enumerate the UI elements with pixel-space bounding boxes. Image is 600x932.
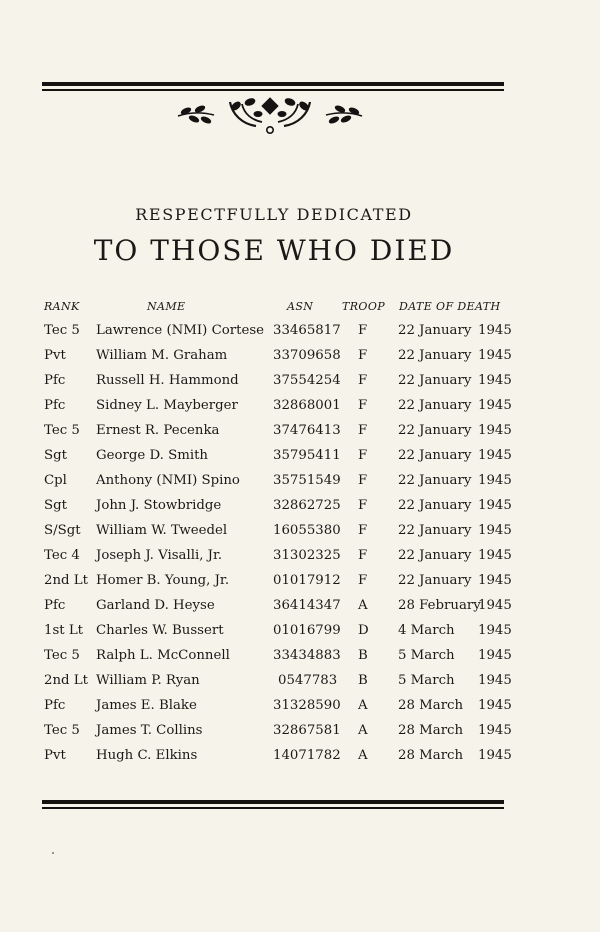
rank-cell: Pvt [44, 748, 66, 763]
asn-cell: 14071782 [273, 748, 341, 763]
troop-cell: A [358, 748, 368, 763]
year-cell: 1945 [478, 448, 512, 463]
name-cell: James T. Collins [96, 723, 203, 738]
name-cell: Ralph L. McConnell [96, 648, 230, 663]
asn-cell: 32867581 [273, 723, 341, 738]
rank-cell: Tec 5 [44, 423, 80, 438]
year-cell: 1945 [478, 623, 512, 638]
header-asn: ASN [287, 300, 314, 313]
rank-cell: 1st Lt [44, 623, 84, 638]
name-cell: Charles W. Bussert [96, 623, 224, 638]
rank-cell: 2nd Lt [44, 573, 88, 588]
rank-cell: Pfc [44, 598, 66, 613]
year-cell: 1945 [478, 573, 512, 588]
rank-cell: Tec 5 [44, 723, 80, 738]
troop-cell: F [358, 423, 368, 438]
table-row [0, 745, 600, 770]
year-cell: 1945 [478, 598, 512, 613]
date-cell: 22 January [398, 448, 472, 463]
name-cell: Garland D. Heyse [96, 598, 215, 613]
troop-cell: F [358, 498, 368, 513]
date-cell: 28 March [398, 698, 464, 713]
asn-cell: 33709658 [273, 348, 341, 363]
date-cell: 22 January [398, 573, 472, 588]
table-row [0, 345, 600, 370]
troop-cell: F [358, 323, 368, 338]
table-row [0, 570, 600, 595]
table-row [0, 545, 600, 570]
laurel-ornament-icon [170, 94, 370, 136]
asn-cell: 01017912 [273, 573, 341, 588]
bottom-double-rule [42, 800, 504, 809]
page-title: TO THOSE WHO DIED [93, 234, 455, 267]
date-cell: 28 March [398, 748, 464, 763]
date-cell: 28 February [398, 598, 481, 613]
rank-cell: Sgt [44, 498, 67, 513]
table-row [0, 470, 600, 495]
date-cell: 22 January [398, 323, 472, 338]
date-cell: 22 January [398, 398, 472, 413]
troop-cell: F [358, 573, 368, 588]
asn-cell: 37476413 [273, 423, 341, 438]
name-cell: Hugh C. Elkins [96, 748, 198, 763]
name-cell: Joseph J. Visalli, Jr. [96, 548, 223, 563]
asn-cell: 35795411 [273, 448, 341, 463]
year-cell: 1945 [478, 673, 512, 688]
rank-cell: Pfc [44, 398, 66, 413]
table-row [0, 445, 600, 470]
troop-cell: F [358, 473, 368, 488]
asn-cell: 32862725 [273, 498, 341, 513]
date-cell: 22 January [398, 373, 472, 388]
troop-cell: B [358, 648, 368, 663]
year-cell: 1945 [478, 498, 512, 513]
table-row [0, 395, 600, 420]
rank-cell: S/Sgt [44, 523, 81, 538]
troop-cell: F [358, 548, 368, 563]
name-cell: George D. Smith [96, 448, 208, 463]
header-name: NAME [147, 300, 186, 313]
date-cell: 4 March [398, 623, 455, 638]
year-cell: 1945 [478, 348, 512, 363]
header-rank: RANK [44, 300, 80, 313]
table-row [0, 670, 600, 695]
year-cell: 1945 [478, 473, 512, 488]
date-cell: 28 March [398, 723, 464, 738]
asn-cell: 33465817 [273, 323, 341, 338]
name-cell: Anthony (NMI) Spino [96, 473, 240, 488]
rank-cell: Tec 4 [44, 548, 80, 563]
asn-cell: 01016799 [273, 623, 341, 638]
asn-cell: 0547783 [278, 673, 338, 688]
rank-cell: Tec 5 [44, 323, 80, 338]
troop-cell: A [358, 723, 368, 738]
table-row [0, 420, 600, 445]
troop-cell: F [358, 523, 368, 538]
name-cell: James E. Blake [96, 698, 197, 713]
asn-cell: 35751549 [273, 473, 341, 488]
date-cell: 22 January [398, 498, 472, 513]
table-row [0, 370, 600, 395]
header-troop: TROOP [342, 300, 386, 313]
table-row [0, 520, 600, 545]
year-cell: 1945 [478, 323, 512, 338]
year-cell: 1945 [478, 723, 512, 738]
year-cell: 1945 [478, 523, 512, 538]
name-cell: Sidney L. Mayberger [96, 398, 238, 413]
date-cell: 5 March [398, 648, 455, 663]
troop-cell: D [358, 623, 369, 638]
date-cell: 22 January [398, 523, 472, 538]
name-cell: Lawrence (NMI) Cortese [96, 323, 265, 338]
troop-cell: A [358, 698, 368, 713]
year-cell: 1945 [478, 548, 512, 563]
name-cell: William M. Graham [96, 348, 228, 363]
name-cell: John J. Stowbridge [96, 498, 222, 513]
year-cell: 1945 [478, 698, 512, 713]
troop-cell: F [358, 373, 368, 388]
troop-cell: F [358, 348, 368, 363]
year-cell: 1945 [478, 423, 512, 438]
table-row [0, 595, 600, 620]
year-cell: 1945 [478, 748, 512, 763]
asn-cell: 33434883 [273, 648, 341, 663]
asn-cell: 36414347 [273, 598, 341, 613]
name-cell: Russell H. Hammond [96, 373, 239, 388]
date-cell: 22 January [398, 473, 472, 488]
name-cell: William P. Ryan [96, 673, 200, 688]
troop-cell: F [358, 398, 368, 413]
rank-cell: Pvt [44, 348, 66, 363]
asn-cell: 32868001 [273, 398, 341, 413]
rank-cell: 2nd Lt [44, 673, 88, 688]
name-cell: Ernest R. Pecenka [96, 423, 220, 438]
asn-cell: 31302325 [273, 548, 341, 563]
year-cell: 1945 [478, 373, 512, 388]
table-row [0, 720, 600, 745]
print-speck [52, 852, 54, 854]
name-cell: Homer B. Young, Jr. [96, 573, 230, 588]
rank-cell: Sgt [44, 448, 67, 463]
year-cell: 1945 [478, 398, 512, 413]
asn-cell: 16055380 [273, 523, 341, 538]
troop-cell: B [358, 673, 368, 688]
dedication-subtitle: RESPECTFULLY DEDICATED [135, 205, 413, 224]
rank-cell: Cpl [44, 473, 67, 488]
asn-cell: 37554254 [273, 373, 341, 388]
troop-cell: F [358, 448, 368, 463]
asn-cell: 31328590 [273, 698, 341, 713]
header-date-of-death: DATE OF DEATH [399, 300, 501, 313]
table-row [0, 495, 600, 520]
year-cell: 1945 [478, 648, 512, 663]
date-cell: 22 January [398, 423, 472, 438]
date-cell: 5 March [398, 673, 455, 688]
top-double-rule [42, 82, 504, 91]
table-row [0, 320, 600, 345]
date-cell: 22 January [398, 548, 472, 563]
rank-cell: Tec 5 [44, 648, 80, 663]
table-row [0, 645, 600, 670]
rank-cell: Pfc [44, 698, 66, 713]
table-row [0, 620, 600, 645]
date-cell: 22 January [398, 348, 472, 363]
table-row [0, 695, 600, 720]
casualty-list [0, 320, 600, 770]
name-cell: William W. Tweedel [96, 523, 228, 538]
rank-cell: Pfc [44, 373, 66, 388]
troop-cell: A [358, 598, 368, 613]
